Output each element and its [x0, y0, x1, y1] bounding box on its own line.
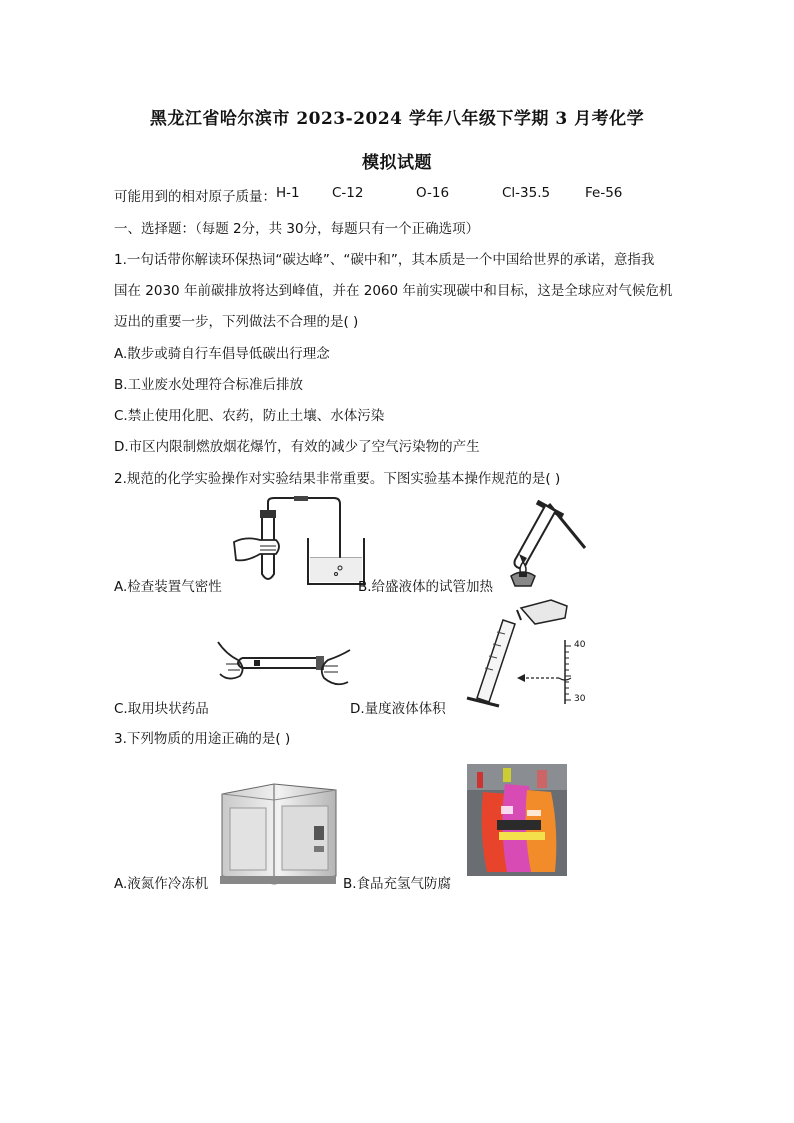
- atomic-mass-fe: Fe-56: [585, 185, 623, 201]
- q2-option-d: D.量度液体体积: [350, 701, 446, 717]
- q3-option-a: A.液氮作冷冻机: [114, 876, 209, 892]
- q1-option-d: D.市区内限制燃放烟花爆竹，有效的减少了空气污染物的产生: [114, 439, 480, 455]
- q3-stem: 3.下列物质的用途正确的是( ): [114, 731, 291, 747]
- q1-stem-line2: 国在 2030 年前碳排放将达到峰值，并在 2060 年前实现碳中和目标，这是全球应对气候危机: [114, 283, 673, 299]
- q3-option-b: B.食品充氢气防腐: [343, 876, 452, 892]
- figure-airtightness-check: [226, 496, 368, 588]
- q2-option-a: A.检查装置气密性: [114, 579, 222, 595]
- cylinder-tick-40: 40: [574, 640, 586, 650]
- q1-stem-line1: 1.一句话带你解读环保热词“碳达峰”、“碳中和”，其本质是一个中国给世界的承诺，意指我: [114, 252, 655, 268]
- q2-option-b: B.给盛液体的试管加热: [358, 579, 494, 595]
- cylinder-tick-30: 30: [574, 694, 586, 704]
- atomic-mass-line: [114, 185, 622, 205]
- figure-graduated-cylinder: [459, 598, 599, 708]
- figure-freezer-machine: [218, 780, 340, 888]
- section-heading: 一、选择题：（每题 2分，共 30分，每题只有一个正确选项）: [114, 221, 480, 237]
- q2-option-c: C.取用块状药品: [114, 701, 209, 717]
- q1-stem-line3: 迈出的重要一步，下列做法不合理的是( ): [114, 314, 359, 330]
- atomic-mass-c: C-12: [332, 185, 364, 201]
- atomic-mass-prefix: 可能用到的相对原子质量：: [114, 189, 276, 205]
- exam-title-second-line: 模拟试题: [362, 153, 432, 173]
- atomic-mass-cl: Cl-35.5: [502, 185, 551, 201]
- figure-snack-bags-photo: [467, 764, 567, 876]
- atomic-mass-o: O-16: [416, 185, 450, 201]
- q1-option-a: A.散步或骑自行车倡导低碳出行理念: [114, 346, 330, 362]
- q1-option-c: C.禁止使用化肥、农药，防止土壤、水体污染: [114, 408, 385, 424]
- figure-heating-test-tube: [497, 496, 591, 588]
- figure-block-reagent: [216, 636, 352, 700]
- q2-stem: 2.规范的化学实验操作对实验结果非常重要。下图实验基本操作规范的是( ): [114, 471, 561, 487]
- atomic-mass-h: H-1: [276, 185, 300, 201]
- q1-option-b: B.工业废水处理符合标准后排放: [114, 377, 304, 393]
- exam-title: 黑龙江省哈尔滨市 2023-2024 学年八年级下学期 3 月考化学: [149, 109, 645, 129]
